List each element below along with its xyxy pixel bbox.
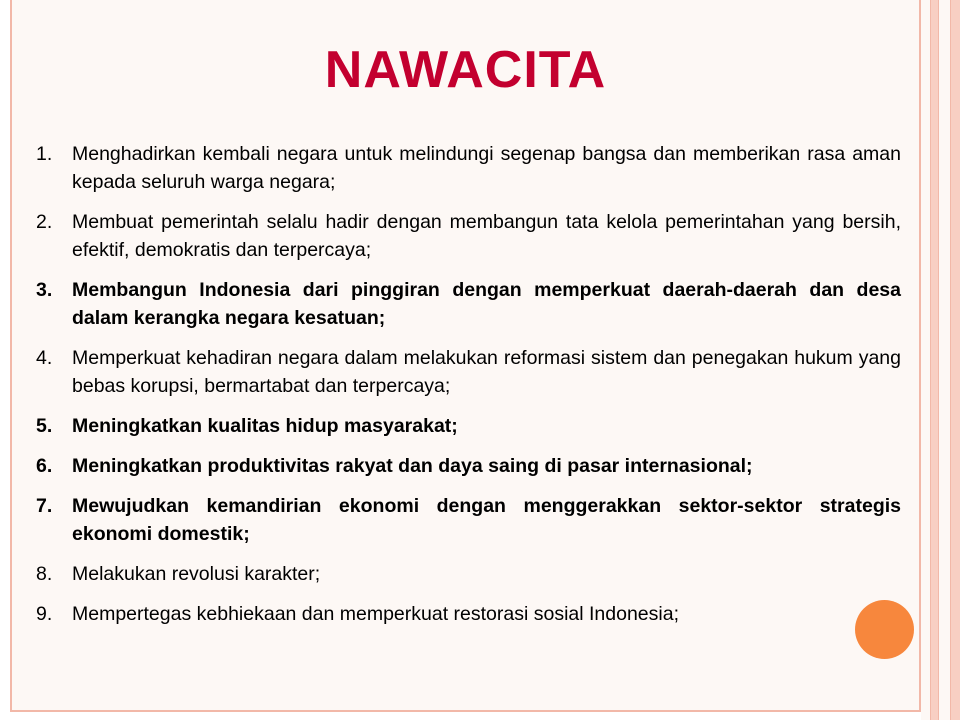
list-item xyxy=(36,412,901,440)
item-text: Memperkuat kehadiran negara dalam melakukan reformasi sistem dan penegakan hukum yang bebas korupsi, bermartabat dan terpercaya; xyxy=(72,347,901,397)
list-item xyxy=(36,140,901,196)
decorative-stripe xyxy=(921,0,930,720)
decorative-circle xyxy=(855,600,914,659)
list-item xyxy=(36,492,901,548)
item-number: 7. xyxy=(36,495,53,517)
item-text: Membuat pemerintah selalu hadir dengan membangun tata kelola pemerintahan yang bersih, efektif, demokratis dan terpercaya; xyxy=(72,211,901,261)
list-item xyxy=(36,344,901,400)
item-number: 9. xyxy=(36,603,53,625)
slide-title: NAWACITA xyxy=(324,41,607,99)
item-number: 6. xyxy=(36,455,53,477)
item-number: 4. xyxy=(36,347,53,369)
list-item xyxy=(36,452,901,480)
item-text: Mempertegas kebhiekaan dan memperkuat restorasi sosial Indonesia; xyxy=(72,603,679,625)
item-text: Meningkatkan kualitas hidup masyarakat; xyxy=(72,415,458,437)
decorative-stripe xyxy=(950,0,960,720)
item-number: 5. xyxy=(36,415,53,437)
item-text: Melakukan revolusi karakter; xyxy=(72,563,321,585)
list-item xyxy=(36,600,901,628)
item-text: Mewujudkan kemandirian ekonomi dengan menggerakkan sektor-sektor strategis ekonomi domestik; xyxy=(72,495,901,545)
list-item xyxy=(36,208,901,264)
item-number: 8. xyxy=(36,563,53,585)
decorative-stripe xyxy=(930,0,938,720)
list-item xyxy=(36,276,901,332)
item-number: 3. xyxy=(36,279,53,301)
list-item xyxy=(36,560,901,588)
numbered-list xyxy=(36,140,901,640)
item-number: 2. xyxy=(36,211,53,233)
item-number: 1. xyxy=(36,143,53,165)
item-text: Menghadirkan kembali negara untuk melindungi segenap bangsa dan memberikan rasa aman kepada seluruh warga negara; xyxy=(72,143,901,193)
item-text: Membangun Indonesia dari pinggiran dengan memperkuat daerah-daerah dan desa dalam kerangka negara kesatuan; xyxy=(72,279,901,329)
decorative-stripe xyxy=(938,0,950,720)
item-text: Meningkatkan produktivitas rakyat dan daya saing di pasar internasional; xyxy=(72,455,753,477)
